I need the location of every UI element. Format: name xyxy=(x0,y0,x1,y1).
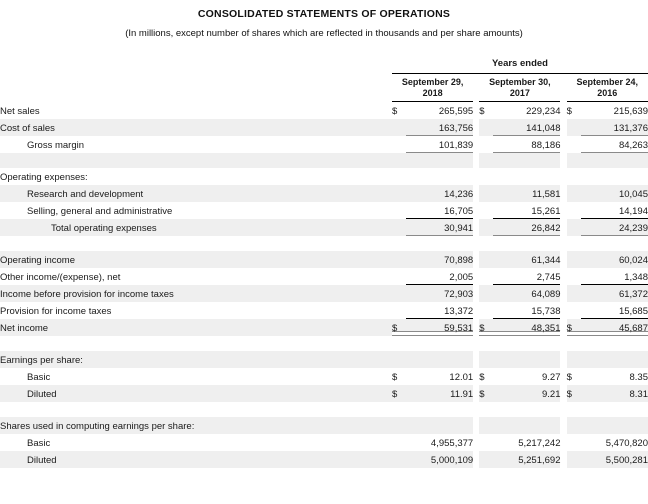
row-currency-2016 xyxy=(567,136,581,153)
table-header-dates-row xyxy=(0,74,648,102)
row-value-2018: 265,595 xyxy=(438,106,474,117)
spacer-cell-2018 xyxy=(392,402,473,417)
spacer-cell-2016 xyxy=(567,153,648,168)
row-value-2016: 8.35 xyxy=(629,372,648,383)
row-value-2016: 131,376 xyxy=(581,119,648,136)
row-value-2018 xyxy=(392,168,473,185)
row-value-2018: 13,372 xyxy=(406,302,473,319)
table-header-years-row xyxy=(0,57,648,74)
table-row-operating-income xyxy=(0,251,648,268)
row-value-2018: 72,903 xyxy=(406,285,473,302)
row-label: Basic xyxy=(27,438,51,449)
row-value-2018: 4,955,377 xyxy=(430,438,474,449)
row-currency-2017: $ xyxy=(479,106,485,117)
table-spacer-row-1 xyxy=(0,153,648,168)
row-value-2016: 10,045 xyxy=(581,185,648,202)
table-row-total-operating-expenses xyxy=(0,219,648,236)
table-row-cost-of-sales xyxy=(0,119,648,136)
row-value-2016: 14,194 xyxy=(581,202,648,219)
spacer-cell-2017 xyxy=(479,153,560,168)
row-value-2017: 48,351 xyxy=(493,319,560,336)
row-currency-2018 xyxy=(392,302,406,319)
column-header-2016-line2: 2016 xyxy=(597,88,618,98)
row-label: Earnings per share: xyxy=(0,351,392,368)
spacer-cell xyxy=(0,336,392,351)
row-currency-2016 xyxy=(567,185,581,202)
table-row-shares-used-header xyxy=(0,417,648,434)
row-currency-2016 xyxy=(567,302,581,319)
row-value-2018: 70,898 xyxy=(406,251,473,268)
row-label: Operating expenses: xyxy=(0,172,88,183)
row-currency-2016 xyxy=(567,119,581,136)
row-value-2017: 5,251,692 xyxy=(493,451,560,468)
row-value-2016: 60,024 xyxy=(581,251,648,268)
row-currency-2017 xyxy=(479,136,493,153)
column-header-2016 xyxy=(567,74,648,102)
row-value-2018: 163,756 xyxy=(406,119,473,136)
row-currency-2016 xyxy=(567,268,581,285)
table-spacer-row-4 xyxy=(0,402,648,417)
table-row-shares-diluted xyxy=(0,451,648,468)
table-row-net-sales xyxy=(0,102,648,119)
table-spacer-row-3 xyxy=(0,336,648,351)
row-currency-2017 xyxy=(479,219,493,236)
table-row-eps-basic xyxy=(0,368,648,385)
row-label: Net sales xyxy=(0,106,40,117)
row-value-2018: 14,236 xyxy=(406,185,473,202)
row-label: Gross margin xyxy=(27,140,85,151)
spacer-cell-2018 xyxy=(392,236,473,251)
spacer-cell-2016 xyxy=(567,402,648,417)
row-value-2017 xyxy=(479,351,560,368)
row-value-2016: 8.31 xyxy=(581,385,648,402)
row-value-2017: 61,344 xyxy=(493,251,560,268)
header-spacer xyxy=(0,57,392,74)
row-currency-2017: $ xyxy=(479,319,493,336)
row-currency-2017 xyxy=(479,434,493,451)
row-currency-2018 xyxy=(392,136,406,153)
spacer-cell-2016 xyxy=(567,236,648,251)
row-currency-2016: $ xyxy=(567,385,581,402)
row-currency-2017: $ xyxy=(479,372,485,383)
row-currency-2017 xyxy=(479,285,493,302)
row-value-2018 xyxy=(392,417,473,434)
row-currency-2016 xyxy=(567,202,581,219)
row-currency-2018 xyxy=(392,434,406,451)
row-label: Other income/(expense), net xyxy=(0,272,121,283)
row-value-2016 xyxy=(567,417,648,434)
row-currency-2016 xyxy=(567,434,581,451)
table-row-operating-expenses-header xyxy=(0,168,648,185)
row-currency-2018: $ xyxy=(391,372,398,383)
row-currency-2018: $ xyxy=(392,319,406,336)
table-row-other-income-expense-net xyxy=(0,268,648,285)
spacer-cell-2016 xyxy=(567,336,648,351)
table-row-eps-diluted xyxy=(0,385,648,402)
column-header-2018-line1: September 29, xyxy=(401,77,464,87)
row-currency-2016 xyxy=(567,451,581,468)
row-currency-2017: $ xyxy=(479,385,493,402)
row-value-2018: 2,005 xyxy=(406,268,473,285)
row-label: Selling, general and administrative xyxy=(27,206,173,217)
row-value-2016: 215,639 xyxy=(613,106,648,117)
row-value-2016 xyxy=(567,351,648,368)
row-value-2018: 59,531 xyxy=(406,319,473,336)
table-row-earnings-per-share-header xyxy=(0,351,648,368)
row-currency-2018 xyxy=(392,119,406,136)
column-header-2017-line2: 2017 xyxy=(509,88,530,98)
row-value-2018: 11.91 xyxy=(406,385,473,402)
row-currency-2016 xyxy=(567,219,581,236)
row-value-2018: 16,705 xyxy=(406,202,473,219)
row-currency-2016: $ xyxy=(566,106,572,117)
column-group-header-years-ended: Years ended xyxy=(392,57,648,74)
spacer-cell-2017 xyxy=(479,236,560,251)
row-label: Net income xyxy=(0,319,392,336)
spacer-cell xyxy=(0,236,392,251)
spacer-cell-2018 xyxy=(392,153,473,168)
row-currency-2018 xyxy=(392,251,406,268)
row-value-2017: 9.21 xyxy=(493,385,560,402)
row-value-2017: 88,186 xyxy=(493,136,560,153)
row-label: Diluted xyxy=(0,451,392,468)
row-label: Total operating expenses xyxy=(0,219,392,236)
row-label: Basic xyxy=(27,372,51,383)
spacer-cell-2017 xyxy=(479,402,560,417)
row-currency-2017 xyxy=(479,119,493,136)
table-row-provision-for-income-taxes xyxy=(0,302,648,319)
row-value-2017 xyxy=(479,168,560,185)
row-currency-2016: $ xyxy=(566,372,572,383)
spacer-cell xyxy=(0,153,392,168)
spacer-cell-2017 xyxy=(479,336,560,351)
row-currency-2018 xyxy=(392,285,406,302)
header-spacer-2 xyxy=(0,74,392,102)
row-value-2016: 15,685 xyxy=(581,302,648,319)
row-value-2017: 15,261 xyxy=(493,202,560,219)
row-label: Diluted xyxy=(0,385,392,402)
row-label: Operating income xyxy=(0,251,392,268)
column-header-2016-line1: September 24, xyxy=(576,77,639,87)
row-value-2016: 5,500,281 xyxy=(581,451,648,468)
row-value-2018: 30,941 xyxy=(406,219,473,236)
row-value-2016: 45,687 xyxy=(581,319,648,336)
row-value-2018: 101,839 xyxy=(406,136,473,153)
row-label: Income before provision for income taxes xyxy=(0,285,392,302)
table-row-research-and-development xyxy=(0,185,648,202)
row-currency-2017 xyxy=(479,202,493,219)
row-currency-2018 xyxy=(392,202,406,219)
column-header-2018-line2: 2018 xyxy=(422,88,443,98)
table-row-shares-basic xyxy=(0,434,648,451)
page-subtitle: (In millions, except number of shares which are reflected in thousands and per share amounts) xyxy=(125,28,523,39)
row-currency-2017 xyxy=(479,268,493,285)
table-spacer-row-2 xyxy=(0,236,648,251)
row-value-2016: 24,239 xyxy=(581,219,648,236)
row-value-2017: 229,234 xyxy=(526,106,561,117)
row-value-2016: 5,470,820 xyxy=(605,438,648,449)
spacer-cell xyxy=(0,402,392,417)
row-currency-2017 xyxy=(479,451,493,468)
row-currency-2018: $ xyxy=(391,106,398,117)
row-currency-2017 xyxy=(479,185,493,202)
column-header-2018 xyxy=(392,74,473,102)
row-value-2016: 61,372 xyxy=(581,285,648,302)
row-label: Cost of sales xyxy=(0,119,392,136)
row-currency-2018 xyxy=(392,451,406,468)
row-value-2016 xyxy=(567,168,648,185)
row-currency-2018 xyxy=(392,185,406,202)
row-value-2017: 5,217,242 xyxy=(518,438,561,449)
row-value-2017: 2,745 xyxy=(493,268,560,285)
row-currency-2018: $ xyxy=(392,385,406,402)
row-value-2018: 5,000,109 xyxy=(406,451,473,468)
table-row-net-income xyxy=(0,319,648,336)
row-value-2017: 26,842 xyxy=(493,219,560,236)
page-title: CONSOLIDATED STATEMENTS OF OPERATIONS xyxy=(197,8,451,20)
income-statement-table xyxy=(0,57,648,468)
row-value-2017: 11,581 xyxy=(493,185,560,202)
row-label: Shares used in computing earnings per share: xyxy=(0,417,392,434)
spacer-cell-2018 xyxy=(392,336,473,351)
row-value-2016: 84,263 xyxy=(581,136,648,153)
table-row-selling-general-administrative xyxy=(0,202,648,219)
row-value-2018 xyxy=(392,351,473,368)
row-value-2017 xyxy=(479,417,560,434)
table-row-gross-margin xyxy=(0,136,648,153)
row-label: Provision for income taxes xyxy=(0,306,112,317)
row-value-2016: 1,348 xyxy=(581,268,648,285)
row-value-2018: 12.01 xyxy=(449,372,474,383)
column-header-2017 xyxy=(479,74,560,102)
row-label: Research and development xyxy=(0,185,392,202)
row-value-2017: 64,089 xyxy=(493,285,560,302)
row-value-2017: 15,738 xyxy=(493,302,560,319)
row-currency-2016: $ xyxy=(567,319,581,336)
row-value-2017: 9.27 xyxy=(541,372,561,383)
row-currency-2016 xyxy=(567,285,581,302)
row-currency-2018 xyxy=(392,268,406,285)
row-currency-2016 xyxy=(567,251,581,268)
row-value-2017: 141,048 xyxy=(493,119,560,136)
table-row-income-before-provision xyxy=(0,285,648,302)
row-currency-2017 xyxy=(479,302,493,319)
row-currency-2018 xyxy=(392,219,406,236)
row-currency-2017 xyxy=(479,251,493,268)
column-header-2017-line1: September 30, xyxy=(489,77,551,87)
